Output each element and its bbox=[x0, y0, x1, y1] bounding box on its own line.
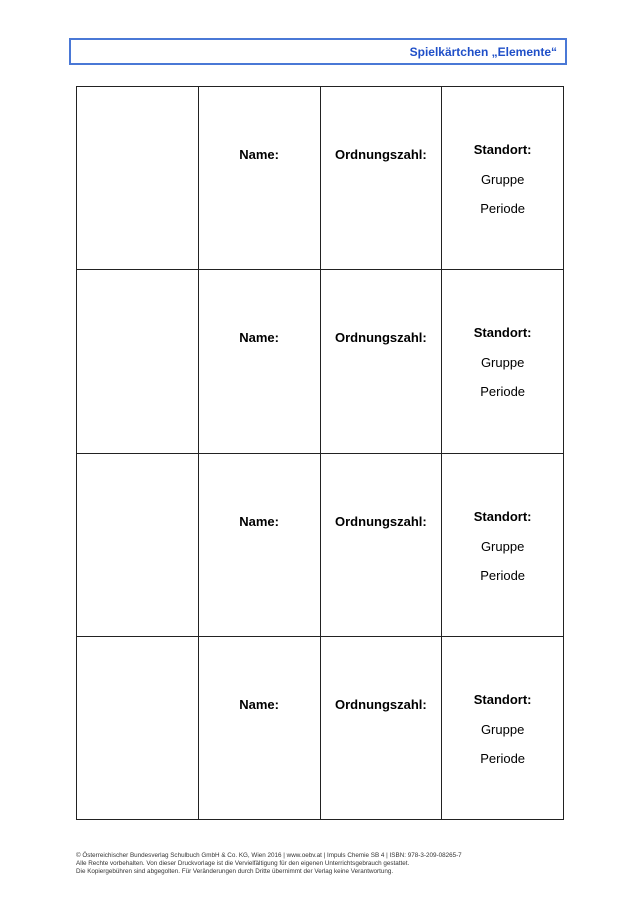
standort-cell bbox=[442, 270, 564, 453]
card-row bbox=[77, 636, 564, 819]
header-box bbox=[69, 38, 567, 65]
card-row bbox=[77, 270, 564, 453]
name-label: Name: bbox=[239, 513, 279, 529]
periode-label: Periode bbox=[480, 201, 526, 216]
footer bbox=[76, 852, 576, 876]
ordnungszahl-label: Ordnungszahl: bbox=[335, 330, 427, 346]
standort-label: Standort: bbox=[473, 691, 532, 707]
ordnungszahl-cell bbox=[320, 270, 442, 453]
ordnungszahl-label: Ordnungszahl: bbox=[335, 513, 427, 529]
standort-cell bbox=[442, 87, 564, 270]
name-label: Name: bbox=[239, 330, 279, 346]
name-cell bbox=[198, 636, 320, 819]
image-cell bbox=[77, 636, 199, 819]
footer-rights: Alle Rechte vorbehalten. Von dieser Druckvorlage ist die Vervielfältigung für den eigenen Unterrichtsgebrauch gestattet. bbox=[76, 860, 410, 867]
standort-cell bbox=[442, 453, 564, 636]
gruppe-label: Gruppe bbox=[480, 721, 525, 737]
standort-cell bbox=[442, 636, 564, 819]
footer-disclaimer: Die Kopiergebühren sind abgegolten. Für Veränderungen durch Dritte übernimmt der Verlag keine Verantwortung. bbox=[76, 868, 394, 875]
name-cell bbox=[198, 87, 320, 270]
image-cell bbox=[77, 87, 199, 270]
periode-label: Periode bbox=[480, 750, 526, 766]
image-cell bbox=[77, 270, 199, 453]
ordnungszahl-cell bbox=[320, 87, 442, 270]
ordnungszahl-label: Ordnungszahl: bbox=[335, 696, 427, 712]
ordnungszahl-label: Ordnungszahl: bbox=[335, 147, 427, 162]
standort-label: Standort: bbox=[473, 325, 532, 341]
ordnungszahl-cell bbox=[320, 453, 442, 636]
standort-label: Standort: bbox=[473, 508, 532, 524]
gruppe-label: Gruppe bbox=[480, 172, 525, 187]
ordnungszahl-cell bbox=[320, 636, 442, 819]
page-title: Spielkärtchen „Elemente“ bbox=[409, 45, 557, 59]
card-grid bbox=[76, 86, 564, 820]
image-cell bbox=[77, 453, 199, 636]
name-cell bbox=[198, 270, 320, 453]
periode-label: Periode bbox=[480, 567, 526, 583]
periode-label: Periode bbox=[480, 384, 526, 400]
footer-copyright: © Österreichischer Bundesverlag Schulbuch GmbH & Co. KG, Wien 2016 | www.oebv.at | Impuls Chemie SB 4 | ISBN: 978-3-209-08265-7 bbox=[76, 852, 462, 859]
card-row bbox=[77, 87, 564, 270]
name-label: Name: bbox=[239, 147, 279, 162]
card-row bbox=[77, 453, 564, 636]
gruppe-label: Gruppe bbox=[480, 355, 525, 371]
name-cell bbox=[198, 453, 320, 636]
standort-label: Standort: bbox=[473, 142, 532, 157]
gruppe-label: Gruppe bbox=[480, 538, 525, 554]
name-label: Name: bbox=[239, 696, 279, 712]
